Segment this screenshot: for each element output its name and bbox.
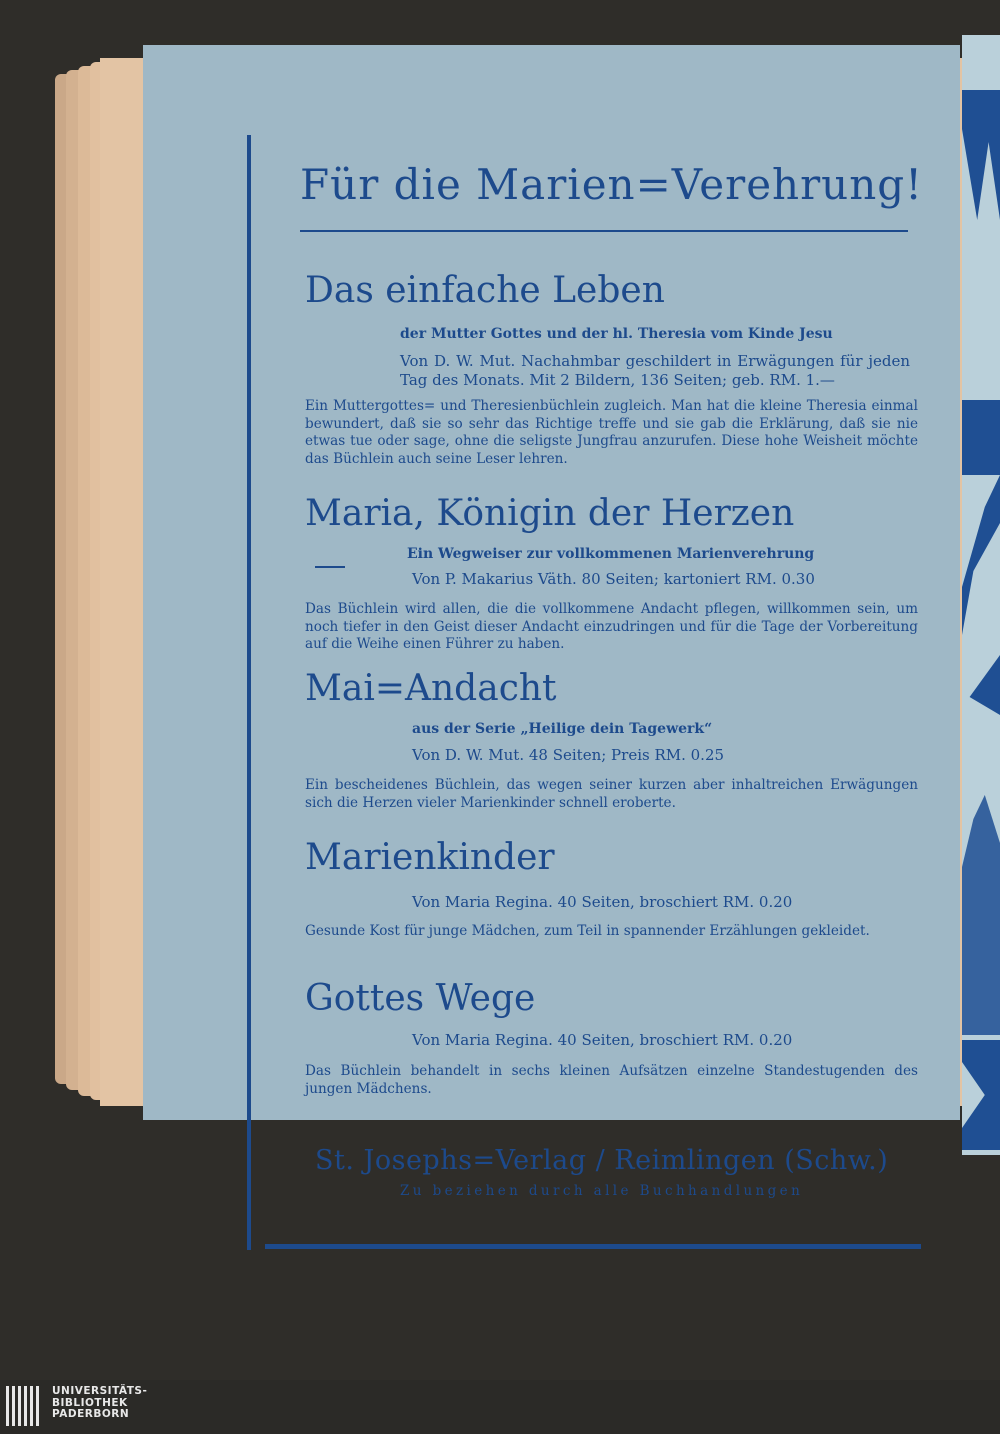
book-description: Das Büchlein behandelt in sechs kleinen Aufsätzen einzelne Standestugenden des jungen Mädchens. (305, 1063, 918, 1097)
book-title: Mai=Andacht (305, 668, 557, 709)
frame-bottom-rule (265, 1244, 921, 1249)
book-description: Ein bescheidenes Büchlein, das wegen seiner kurzen aber inhaltreichen Erwägungen sich die Herzen vieler Marienkinder schnell eroberte. (305, 777, 918, 811)
book-subtitle: der Mutter Gottes und der hl. Theresia vom Kinde Jesu (400, 326, 833, 342)
book-details: Von Maria Regina. 40 Seiten, broschiert RM. 0.20 (412, 893, 793, 911)
frame-left-rule (247, 135, 251, 1250)
book-subtitle: Ein Wegweiser zur vollkommenen Marienverehrung (407, 546, 815, 562)
book-details: Von D. W. Mut. 48 Seiten; Preis RM. 0.25 (412, 746, 725, 764)
page-title: Für die Marien=Verehrung! (300, 160, 924, 209)
title-underline (300, 230, 908, 232)
library-logo-text (52, 1386, 147, 1421)
facing-page-letter-w (962, 1040, 1000, 1150)
facing-page-palm (962, 475, 1000, 635)
footer-bar (0, 1380, 1000, 1434)
dash-mark (315, 566, 345, 568)
facing-page-band (962, 400, 1000, 475)
book-details: Von P. Makarius Väth. 80 Seiten; kartoniert RM. 0.30 (412, 570, 815, 588)
publisher-name: St. Josephs=Verlag / Reimlingen (Schw.) (315, 1145, 889, 1176)
logo-line: BIBLIOTHEK (52, 1396, 128, 1409)
book-description: Das Büchlein wird allen, die die vollkommene Andacht pflegen, willkommen sein, um noch tiefer in den Geist dieser Andacht einzudringen und für die Tage der Vorbereitung auf die Weihe einen Führer zu haben. (305, 601, 918, 652)
book-subtitle: aus der Serie „Heilige dein Tagewerk“ (412, 721, 713, 737)
book-description: Gesunde Kost für junge Mädchen, zum Teil in spannender Erzählungen gekleidet. (305, 923, 870, 939)
facing-page (962, 35, 1000, 1155)
library-logo-icon (6, 1386, 42, 1426)
facing-page-letter-m (962, 90, 1000, 220)
book-details: Von D. W. Mut. Nachahmbar geschildert in Erwägungen für jeden Tag des Monats. Mit 2 Bildern, 136 Seiten; geb. RM. 1.— (400, 352, 910, 389)
publisher-note: Zu beziehen durch alle Buchhandlungen (400, 1183, 804, 1199)
logo-line: UNIVERSITÄTS- (52, 1385, 148, 1397)
book-details: Von Maria Regina. 40 Seiten, broschiert RM. 0.20 (412, 1031, 793, 1049)
logo-line: PADERBORN (52, 1408, 130, 1420)
book-title: Gottes Wege (305, 978, 536, 1019)
book-title: Marienkinder (305, 837, 555, 878)
book-description: Ein Muttergottes= und Theresienbüchlein zugleich. Man hat die kleine Theresia einmal bewundert, daß sie so sehr das Richtige treffe und sie gab die Erklärung, daß sie nie etwas tue oder sage, ohne die seligste Jungfrau anzurufen. Diese hohe Weisheit möchte das Büchlein auch seine Leser lehren. (305, 398, 918, 467)
book-title: Maria, Königin der Herzen (305, 493, 795, 534)
facing-page-church (962, 795, 1000, 1035)
facing-page-palm (962, 655, 1000, 715)
book-title: Das einfache Leben (305, 270, 665, 311)
